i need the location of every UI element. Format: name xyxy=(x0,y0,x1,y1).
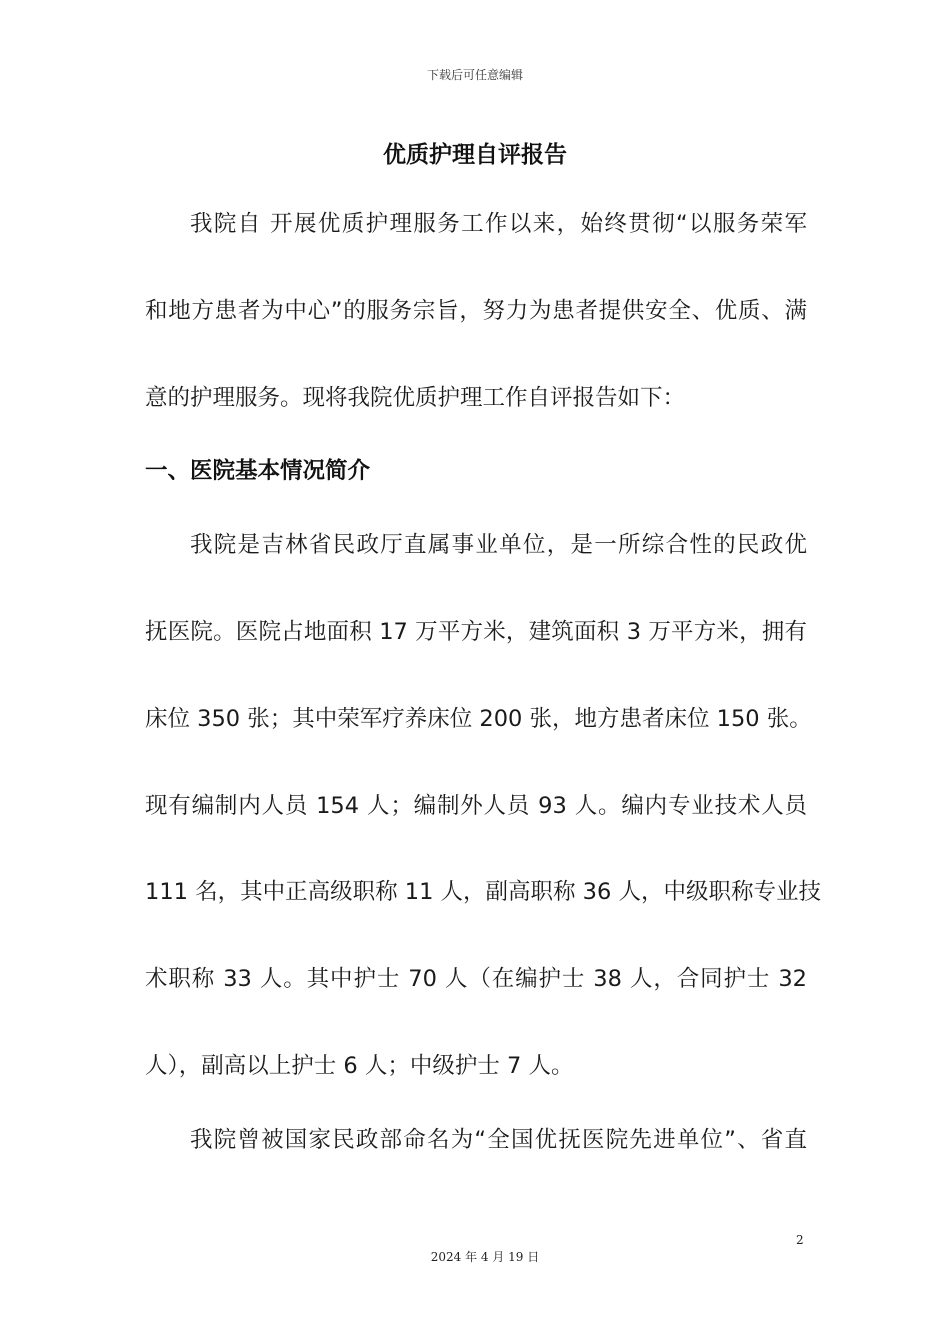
paragraph-line: 抚医院。医院占地面积 17 万平方米，建筑面积 3 万平方米，拥有 xyxy=(145,619,807,645)
paragraph-line: 意的护理服务。现将我院优质护理工作自评报告如下： xyxy=(145,385,686,411)
paragraph-line: 人），副高以上护士 6 人；中级护士 7 人。 xyxy=(145,1053,574,1079)
section-heading: 一、医院基本情况简介 xyxy=(145,458,371,484)
paragraph-line: 现有编制内人员 154 人；编制外人员 93 人。编内专业技术人员 xyxy=(145,793,807,819)
footer-date: 2024 年 4 月 19 日 xyxy=(430,1250,540,1264)
paragraph-line: 111 名，其中正高级职称 11 人，副高职称 36 人，中级职称专业技 xyxy=(145,879,821,905)
paragraph-line: 我院是吉林省民政厅直属事业单位，是一所综合性的民政优 xyxy=(190,532,807,558)
paragraph-line: 术职称 33 人。其中护士 70 人（在编护士 38 人，合同护士 32 xyxy=(145,966,807,992)
header-note: 下载后可任意编辑 xyxy=(426,68,523,82)
paragraph-line: 和地方患者为中心”的服务宗旨，努力为患者提供安全、优质、满 xyxy=(145,298,807,324)
paragraph-line: 我院自 开展优质护理服务工作以来，始终贯彻“以服务荣军 xyxy=(190,211,807,237)
page-title: 优质护理自评报告 xyxy=(383,142,567,168)
page-number: 2 xyxy=(796,1233,804,1247)
paragraph-line: 我院曾被国家民政部命名为“全国优抚医院先进单位”、省直 xyxy=(190,1127,807,1153)
paragraph-line: 床位 350 张；其中荣军疗养床位 200 张，地方患者床位 150 张。 xyxy=(145,706,812,732)
